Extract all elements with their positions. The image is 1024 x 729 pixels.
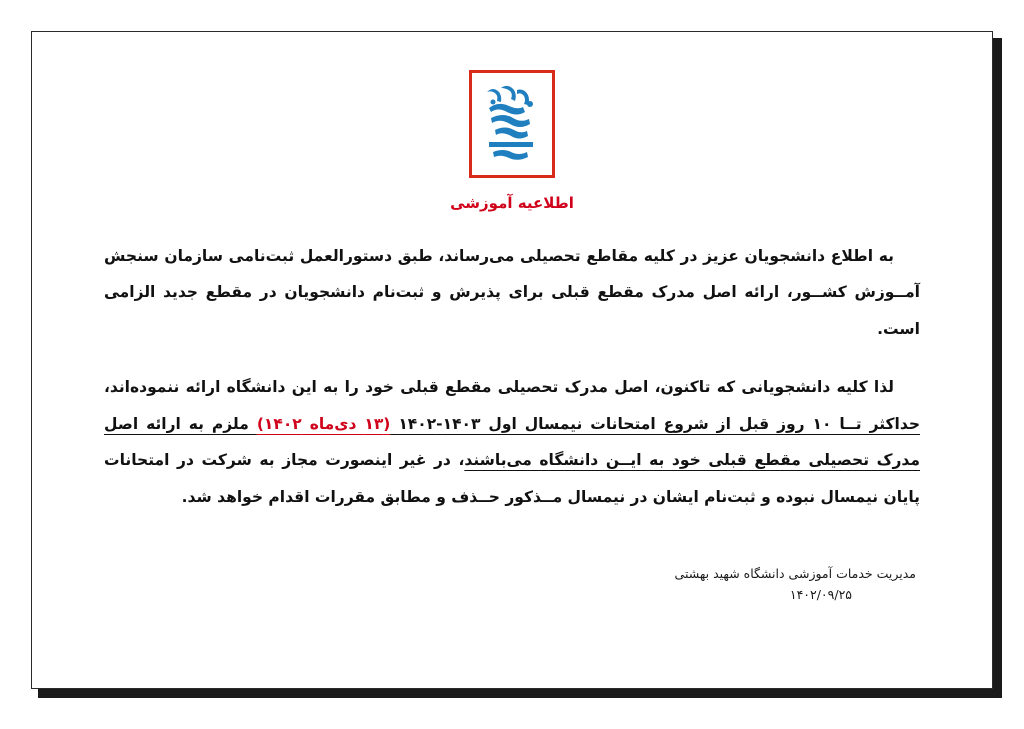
paragraph-1-text: به اطلاع دانشجویان عزیز در کلیه مقاطع تحصیلی می‌رساند، طبق دستورالعمل ثبت‌نامی سازمان سنجش آمــوزش کشــور، ارائه اصل مدرک مقطع قبلی برای پذیرش و ثبت‌نام دانشجویان در مقطع جدید الزامی است.	[104, 247, 920, 338]
signature-office: مدیریت خدمات آموزشی دانشگاه شهید بهشتی	[674, 565, 916, 581]
signature-date: ۱۴۰۲/۰۹/۲۵	[789, 587, 852, 603]
paragraph-2	[104, 369, 920, 515]
paragraph-2-segment-date-highlight: (۱۳ دی‌ماه ۱۴۰۲)	[256, 414, 391, 433]
paragraph-2-segment-plain-lead: لذا کلیه دانشجویانی که تاکنون، اصل مدرک تحصیلی مقطع قبلی خود را به این دانشگاه ارائه ننموده‌اند،	[104, 378, 894, 397]
notice-sheet	[31, 31, 993, 689]
paragraph-1	[104, 238, 920, 347]
paragraph-2-segment-underlined-obligation: ملزم به ارائه اصل مدرک تحصیلی مقطع قبلی خود به ایــن دانشگاه می‌باشند	[104, 414, 920, 470]
notice-body	[90, 238, 934, 515]
signature-block	[90, 561, 934, 602]
paragraph-2-segment-plain-tail: ، در غیر اینصورت مجاز به شرکت در امتحانات پایان نیمسال نبوده و ثبت‌نام ایشان در نیمسال مــذکور حــذف و مطابق مقررات اقدام خواهد شد.	[104, 451, 920, 506]
university-logo-icon	[469, 70, 555, 178]
logo-container	[90, 70, 934, 178]
paragraph-2-segment-underlined-deadline: حداکثر تــا ۱۰ روز قبل از شروع امتحانات نیمسال اول ۱۴۰۳-۱۴۰۲	[390, 414, 920, 433]
page-title: اطلاعیه آموزشی	[450, 194, 574, 212]
